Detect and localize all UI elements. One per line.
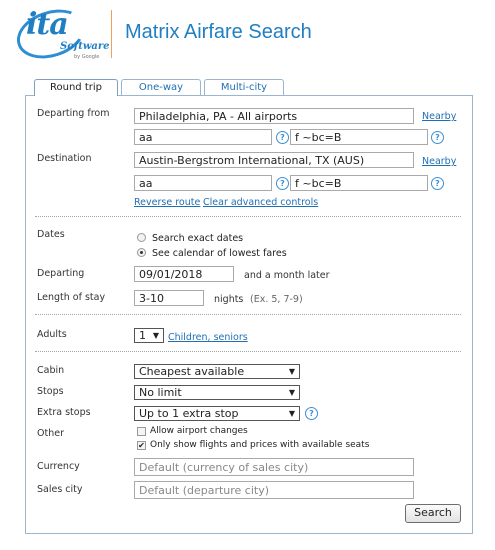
departing-date-input[interactable]: 09/01/2018 [134, 266, 234, 282]
adults-label: Adults [37, 329, 67, 340]
chevron-down-icon: ▼ [288, 367, 295, 376]
radio-exact-dates[interactable] [137, 233, 146, 242]
sales-city-label: Sales city [37, 484, 83, 495]
page-title: Matrix Airfare Search [125, 21, 312, 43]
logo-text: ita [26, 7, 68, 42]
checkmark-icon: ✔ [138, 441, 145, 450]
help-icon[interactable]: ? [431, 177, 444, 190]
departing-from-input[interactable]: Philadelphia, PA - All airports [134, 108, 414, 124]
currency-input[interactable]: Default (currency of sales city) [134, 458, 414, 476]
stops-select[interactable] [134, 385, 300, 400]
chevron-down-icon: ▼ [288, 409, 295, 418]
search-button[interactable]: Search [405, 504, 461, 523]
cabin-label: Cabin [37, 365, 65, 376]
length-of-stay-input[interactable]: 3-10 [134, 290, 204, 306]
stops-value: No limit [139, 386, 182, 399]
dates-label: Dates [37, 229, 65, 240]
departing-from-label: Departing from [37, 108, 110, 119]
tab-multi-city[interactable]: Multi-city [204, 79, 284, 95]
tab-one-way[interactable]: One-way [121, 79, 201, 95]
allow-airport-changes-checkbox[interactable] [137, 427, 146, 436]
header-divider [111, 10, 112, 58]
cabin-select[interactable] [134, 364, 300, 379]
sales-city-input[interactable]: Default (departure city) [134, 481, 414, 499]
stay-hint: (Ex. 5, 7-9) [250, 294, 303, 305]
destination-routing-input[interactable]: aa [134, 175, 272, 191]
reverse-route-link[interactable]: Reverse route [134, 197, 201, 208]
ita-software-logo [14, 5, 110, 63]
destination-input[interactable]: Austin-Bergstrom International, TX (AUS) [134, 152, 414, 168]
extra-stops-label: Extra stops [37, 407, 91, 418]
destination-extension-input[interactable]: f ~bc=B [290, 175, 428, 191]
extra-stops-value: Up to 1 extra stop [139, 407, 239, 420]
only-available-label: Only show flights and prices with available seats [150, 440, 370, 450]
help-icon[interactable]: ? [305, 407, 318, 420]
departing-extension-input[interactable]: f ~bc=B [290, 129, 428, 145]
radio-calendar[interactable] [137, 248, 146, 257]
exact-dates-label: Search exact dates [152, 233, 244, 244]
nights-unit: nights [214, 294, 244, 305]
cabin-value: Cheapest available [139, 365, 245, 378]
section-divider [35, 351, 461, 352]
children-seniors-link[interactable]: Children, seniors [168, 332, 248, 343]
extra-stops-select[interactable] [134, 406, 300, 421]
logo-byline: by Google [74, 54, 100, 60]
chevron-down-icon: ▼ [152, 331, 159, 340]
tab-round-trip[interactable]: Round trip [34, 79, 118, 96]
adults-value: 1 [139, 329, 146, 342]
logo-subtext: Software [60, 41, 110, 52]
length-of-stay-label: Length of stay [37, 292, 106, 303]
clear-advanced-controls-link[interactable]: Clear advanced controls [203, 197, 319, 208]
departing-nearby-link[interactable]: Nearby [422, 111, 457, 122]
chevron-down-icon: ▼ [288, 388, 295, 397]
departing-date-label: Departing [37, 268, 85, 279]
help-icon[interactable]: ? [431, 131, 444, 144]
other-label: Other [37, 428, 64, 439]
departing-date-suffix: and a month later [244, 270, 330, 281]
section-divider [35, 314, 461, 315]
destination-label: Destination [37, 153, 92, 164]
departing-routing-input[interactable]: aa [134, 129, 272, 145]
allow-airport-changes-label: Allow airport changes [150, 426, 248, 436]
help-icon[interactable]: ? [276, 177, 289, 190]
currency-label: Currency [37, 461, 80, 472]
only-available-checkbox[interactable] [137, 441, 146, 450]
section-divider [35, 216, 461, 217]
destination-nearby-link[interactable]: Nearby [422, 156, 457, 167]
calendar-label: See calendar of lowest fares [152, 248, 287, 259]
help-icon[interactable]: ? [276, 131, 289, 144]
adults-select[interactable] [134, 328, 164, 343]
stops-label: Stops [37, 386, 64, 397]
